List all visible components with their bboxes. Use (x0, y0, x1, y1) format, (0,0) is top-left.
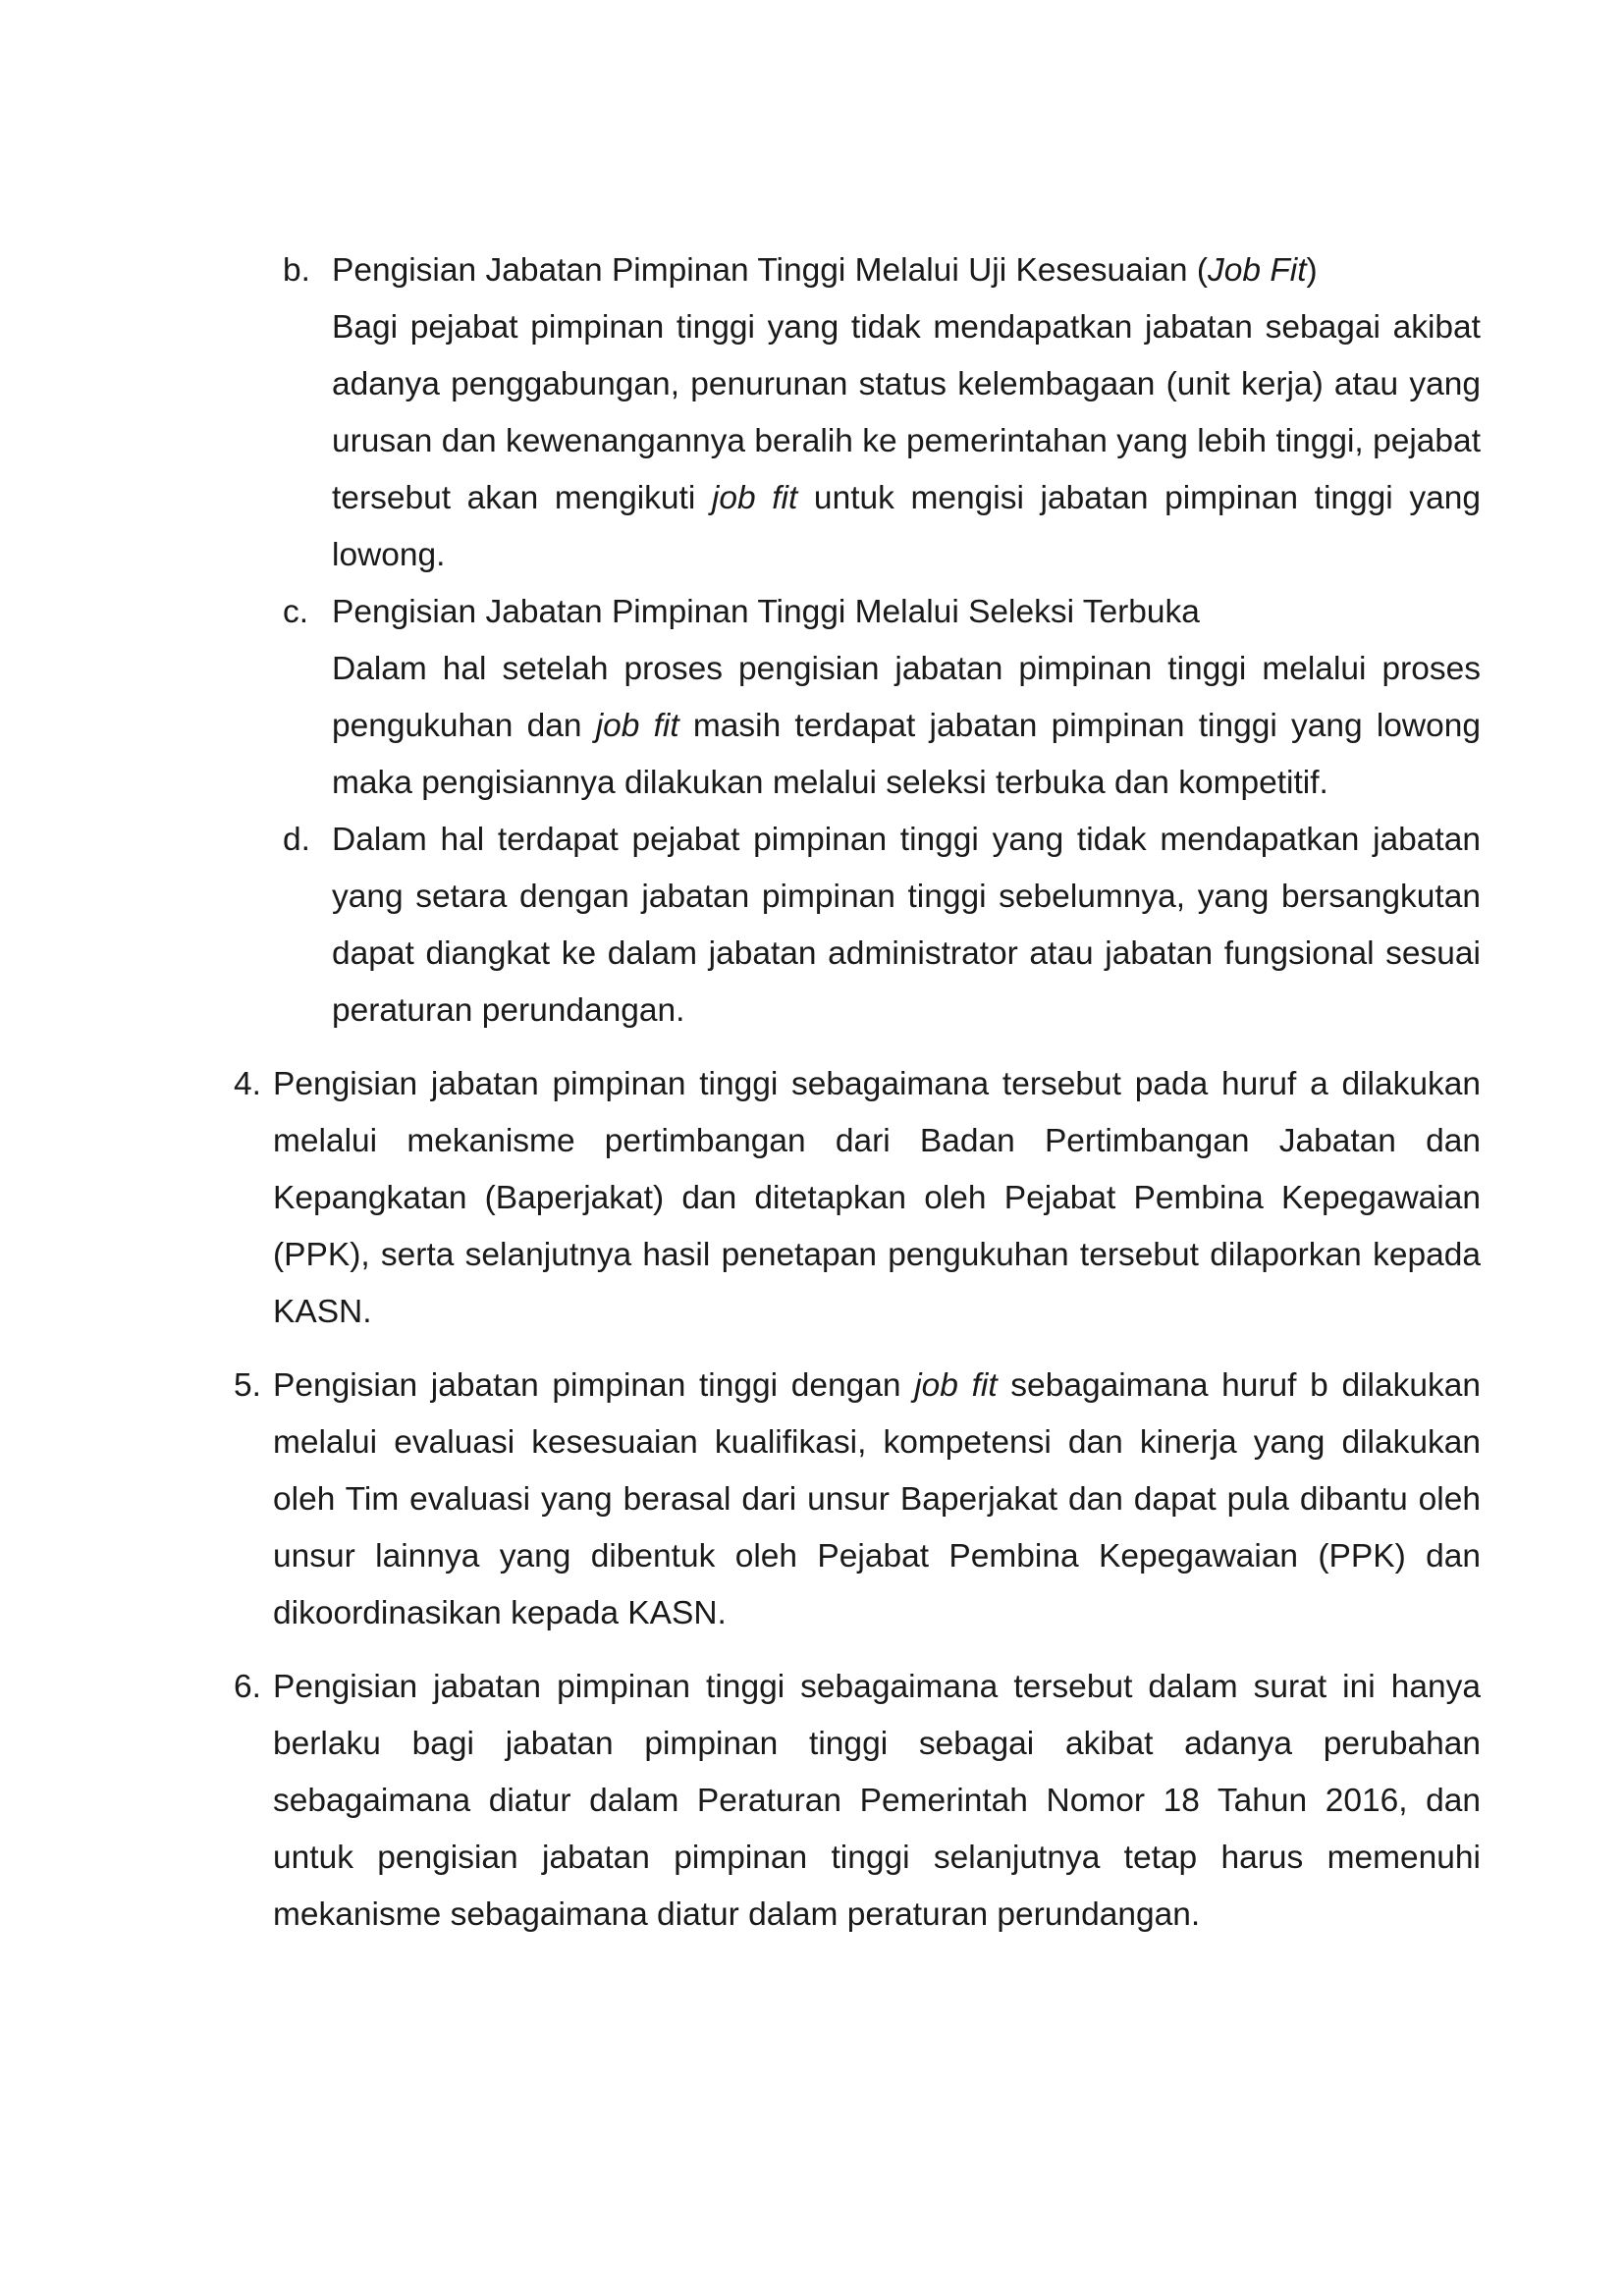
item-marker: 4. (234, 1066, 261, 1102)
item-marker: 6. (234, 1669, 261, 1705)
item-heading: Pengisian Jabatan Pimpinan Tinggi Melalui Uji Kesesuaian (Job Fit) (332, 252, 1318, 289)
item-heading: Pengisian Jabatan Pimpinan Tinggi Melalui Seleksi Terbuka (332, 594, 1200, 630)
numbered-item-5 (234, 1358, 1481, 1642)
item-body: Bagi pejabat pimpinan tinggi yang tidak mendapatkan jabatan sebagai akibat adanya penggabungan, penurunan status kelembagaan (unit kerja) atau yang urusan dan kewenangannya beralih ke pemerintahan yang lebih tinggi, pejabat tersebut akan mengikuti job fit untuk mengisi jabatan pimpinan tinggi yang lowong. (332, 309, 1481, 573)
item-body: Dalam hal terdapat pejabat pimpinan tinggi yang tidak mendapatkan jabatan yang setara dengan jabatan pimpinan tinggi sebelumnya, yang bersangkutan dapat diangkat ke dalam jabatan administrator atau jabatan fungsional sesuai peraturan perundangan. (332, 822, 1481, 1029)
item-body: Dalam hal setelah proses pengisian jabatan pimpinan tinggi melalui proses pengukuhan dan job fit masih terdapat jabatan pimpinan tinggi yang lowong maka pengisiannya dilakukan melalui seleksi terbuka dan kompetitif. (332, 651, 1481, 801)
sub-item-c (283, 584, 1481, 812)
item-marker: b. (283, 252, 310, 289)
item-body: Pengisian jabatan pimpinan tinggi sebagaimana tersebut dalam surat ini hanya berlaku bagi jabatan pimpinan tinggi sebagai akibat adanya perubahan sebagaimana diatur dalam Peraturan Pemerintah Nomor 18 Tahun 2016, dan untuk pengisian jabatan pimpinan tinggi selanjutnya tetap harus memenuhi mekanisme sebagaimana diatur dalam peraturan perundangan. (273, 1669, 1481, 1933)
sub-item-b (283, 242, 1481, 584)
numbered-item-6 (234, 1659, 1481, 1944)
item-marker: 5. (234, 1367, 261, 1404)
item-marker: c. (283, 594, 309, 630)
item-body: Pengisian jabatan pimpinan tinggi dengan job fit sebagaimana huruf b dilakukan melalui evaluasi kesesuaian kualifikasi, kompetensi dan kinerja yang dilakukan oleh Tim evaluasi yang berasal dari unsur Baperjakat dan dapat pula dibantu oleh unsur lainnya yang dibentuk oleh Pejabat Pembina Kepegawaian (PPK) dan dikoordinasikan kepada KASN. (273, 1367, 1481, 1631)
item-body: Pengisian jabatan pimpinan tinggi sebagaimana tersebut pada huruf a dilakukan melalui mekanisme pertimbangan dari Badan Pertimbangan Jabatan dan Kepangkatan (Baperjakat) dan ditetapkan oleh Pejabat Pembina Kepegawaian (PPK), serta selanjutnya hasil penetapan pengukuhan tersebut dilaporkan kepada KASN. (273, 1066, 1481, 1330)
numbered-item-4 (234, 1056, 1481, 1341)
sub-item-d (283, 812, 1481, 1040)
item-marker: d. (283, 822, 310, 858)
